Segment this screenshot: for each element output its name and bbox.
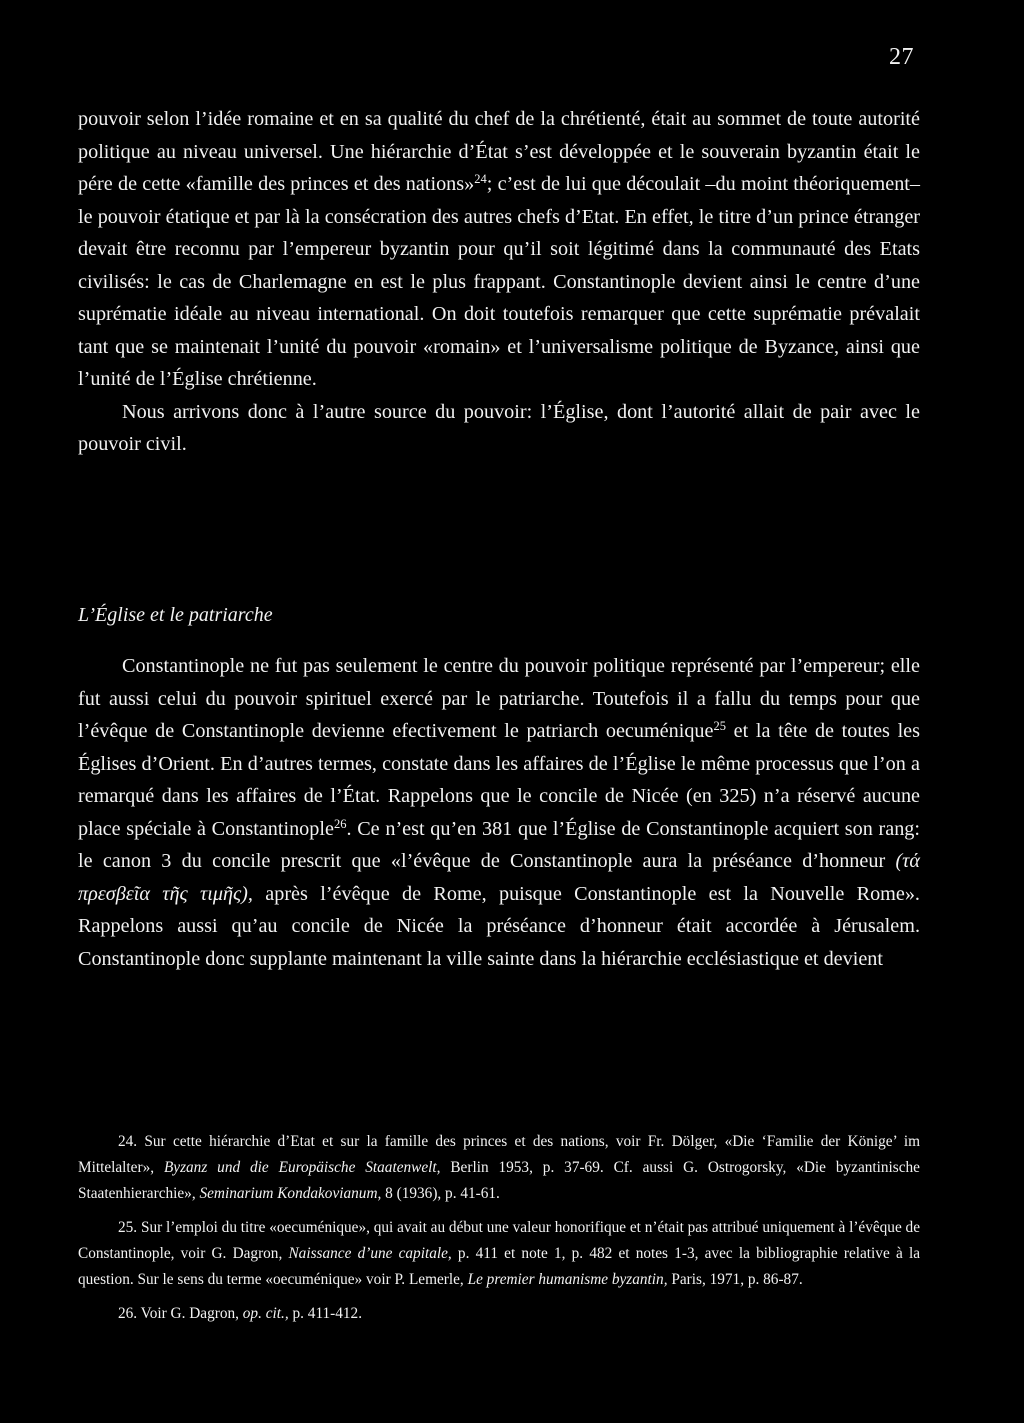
paragraph-3-text-b: et la tête de toutes les Églises d’Orient. En d’autres termes, constate dans les affaires de l’Église le même processus que l’on a remarqué dans les affaires de l’État. Rappelons que le concile de Nicée (en 325) n’a réservé aucune place spéciale à Constantinople [78,720,921,840]
footnote-26 [78,1301,920,1327]
footnote-26-title-1: op. cit., [242,1305,289,1322]
footnote-ref-25: 25 [713,719,727,734]
footnote-26-text-b: p. 411-412. [288,1305,363,1322]
footnote-ref-26: 26 [333,816,347,831]
footnote-24-text-c: 8 (1936), p. 41-61. [381,1185,500,1202]
footnote-24-text-a: 24. Sur cette hiérarchie d’Etat et sur la famille des princes et des nations, voir Fr. Dölger, «Die ‘Familie der Könige’ im Mittelalter», [78,1133,920,1176]
footnote-24-title-1: Byzanz und die Europäische Staatenwelt, [163,1159,441,1176]
footnote-24 [78,1129,920,1207]
body-text-top [78,103,920,461]
footnotes [78,1129,920,1327]
paragraph-1-text-a: pouvoir selon l’idée romaine et en sa qualité du chef de la chrétienté, était au sommet de toute autorité politique au niveau universel. Une hiérarchie d’État s’est développée et le souverain byzantin était le pére de cette «famille des princes et des nations» [78,108,920,195]
paragraph-3-text-a: Constantinople ne fut pas seulement le centre du pouvoir politique représenté par l’empereur; elle fut aussi celui du pouvoir spirituel exercé par le patriarche. Toutefois il a fallu du temps pour que l’évêque de Constantinople devienne efectivement le patriarch oecuménique [78,655,920,742]
footnote-25-text-b: p. 411 et note 1, p. 482 et notes 1-3, avec la bibliographie relative à la question. Sur le sens du terme «oecuménique» voir P. Lemerle, [78,1245,920,1288]
footnote-24-text-b: Berlin 1953, p. 37-69. Cf. aussi G. Ostrogorsky, «Die byzantinische Staatenhierarchie», [78,1159,920,1202]
footnote-24-title-2: Seminarium Kondakovianum, [199,1185,382,1202]
paragraph-1 [78,103,920,396]
footnote-25-title-2: Le premier humanisme byzantin, [467,1271,668,1288]
paragraph-3-text-d: après l’évêque de Rome, puisque Constantinople est la Nouvelle Rome». Rappelons aussi qu’au concile de Nicée la préséance d’honneur était accordée à Jérusalem. Constantinople donc supplante maintenant la ville sainte dans la hiérarchie ecclésiastique et devient [78,882,920,970]
section-heading: L’Église et le patriarche [78,604,273,626]
paragraph-1-text-b: ; c’est de lui que découlait –du moint théoriquement– le pouvoir étatique et par là la consécration des autres chefs d’Etat. En effet, le titre d’un prince étranger devait être reconnu par l’empereur byzantin pour qu’il soit légitimé dans la communauté des Etats civilisés: le cas de Charlemagne en est le plus frappant. Constantinople devient ainsi le centre d’une suprématie idéale au niveau international. On doit toutefois remarquer que cette suprématie prévalait tant que se maintenait l’unité du pouvoir «romain» et l’universalisme politique de Byzance, ainsi que l’unité de l’Église chrétienne. [78,173,920,390]
page-number: 27 [889,44,914,70]
footnote-25-text-c: Paris, 1971, p. 86-87. [667,1271,803,1288]
footnote-25 [78,1215,920,1293]
paragraph-2: Nous arrivons donc à l’autre source du pouvoir: l’Église, dont l’autorité allait de pair avec le pouvoir civil. [78,400,920,455]
paragraph-3-text-c: . Ce n’est qu’en 381 que l’Église de Constantinople acquiert son rang: le canon 3 du concile prescrit que «l’évêque de Constantinople aura la préséance d’honneur [78,817,920,872]
footnote-25-title-1: Naissance d’une capitale, [288,1245,452,1262]
paragraph-3 [78,650,920,975]
greek-phrase: (τά πρεσβεῖα τῆς τιμῆς), [78,850,920,905]
body-text-bottom [78,650,920,975]
footnote-25-text-a: 25. Sur l’emploi du titre «oecuménique», qui avait au début une valeur honorifique et n’était pas attribué uniquement à l’évêque de Constantinople, voir G. Dagron, [78,1219,920,1262]
footnote-26-text-a: 26. Voir G. Dagron, [118,1305,243,1322]
footnote-ref-24: 24 [474,172,487,187]
